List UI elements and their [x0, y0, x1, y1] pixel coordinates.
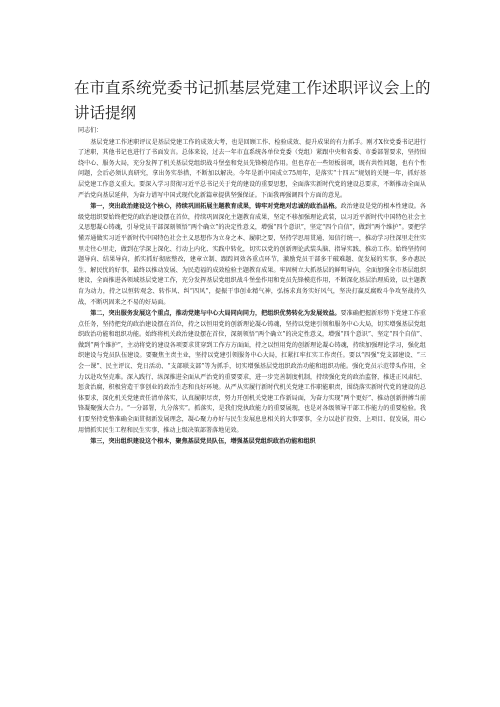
document-title: 在市直系统党委书记抓基层党建工作述职评议会上的讲话提纲: [74, 79, 431, 122]
paragraph-text: 基层党建工作述职评议是基层党建工作的成效大考，也是回顾工作、检验成效、提升成果的有力抓手。刚才X位党委书记进行了述职，其他书记也进行了书面发言。总体来说，过去一年市直系统各单位党委（党组）紧跟中央和省委、市委部署要求，坚持围绕中心、服务大局，充分发挥了机关基层党组织战斗堡垒和党员先锋模范作用。但也存在一些短板弱项，既有共性问题，也有个性问题，会后必须认真研究，拿出务实举措，不断加以解决。今年是新中国成立75周年，是落实“十四五”规划的关键一年，抓好基层党建工作意义重大。要深入学习贯彻习近平总书记关于党的建设的重要思想，全面落实新时代党的建设总要求，不断推动全面从严治党向基层延伸，为奋力谱写中国式现代化新篇章提供坚强保证。下面我再强调四个方面的意见。: [78, 138, 426, 199]
paragraph-third-point: [78, 437, 426, 448]
paragraph-text: 要准确把握新形势下党建工作重点任务，坚持把党的政治建设摆在首位，持之以恒用党的创新理论凝心铸魂，坚持以党建引领和服务中心大局，切实增强基层党组织政治功能和组织功能。始终将机关政治建设摆在首位，深刻领悟“两个确立”的决定性意义，增强“四个意识”、坚定“四个自信”、做到“两个维护”，主动将党的建设各项要求贯穿到工作方方面面，持之以恒用党的创新理论凝心铸魂，持续加强理论学习，强化组织建设与党员队伍建设。要聚焦主责主业，坚持以党建引领服务中心大局，扛紧扛牢扛实工作责任。要以“四强”党支部建设、“三会一课”、民主评议、党日活动、“支部联支部”等为抓手，切实增强基层党组织政治功能和组织功能。强化党员示范带头作用，全力以赴攻坚克难。深入践行、纵深推进全面从严治党的重要要求，进一步完善制度机制，持续强化党的政治监督，推进正风肃纪、惩贪治腐，积极营造干事创业的政治生态和良好环境。从严从实履行新时代机关党建工作职能职责，围绕落实新时代党的建设的总体要求，深化机关党建责任清单落实，认真履职尽责，努力开创机关党建工作新局面，为奋力实现“两个更好”、推动创新拼搏当前锋凝聚强大合力。“一分部署，九分落实”。抓落实，是我们党执政能力的重要展现，也是对各级领导干部工作能力的重要检验。我们要坚持党整准确全面贯彻新发展理念，凝心聚力办好与民生发展息息相关的大事要事，全力以赴扩投资、上项目、促发展，用心用情抓实民生工程和民生实事，推动上级决策部署落地见效。: [78, 310, 427, 434]
paragraph-intro: [78, 138, 426, 202]
paragraph-text: 政治建设是党的根本性建设。各级党组织要始终把党的政治建设摆在首位，持续巩固深化主题教育成果，坚定不移加强理论武装，以习近平新时代中国特色社会主义思想凝心铸魂，引导党员干部深刻领悟“两个确立”的决定性意义，增强“四个意识”，坚定“四个自信”，做到“两个维护”。要把学懂弄通做实习近平新时代中国特色社会主义思想作为立身之本、履职之要，坚持学思用贯通、知信行统一，推动学习往深里走往实里走往心里走，做到在学深上深化、行动上内化、实践中转化，切实以党的创新理论武装头脑、指导实践、推动工作。始终坚持问题导向、结果导向，抓实抓好彻底整改，建章立制、跟踪问效各重点环节，激励党员干部多干破难题、促发展的实事，多办惠民生、解民忧的好事，最终以推动发展、为民造福的成效检验主题教育成果。牢固树立大抓基层的鲜明导向，全面加强全市基层组织建设，全面推进各领域基层党建工作，充分发挥基层党组织战斗堡垒作用和党员先锋模范作用，不断深化基层治理质效，以主题教育为动力，持之以恒转观念、转作风、纠“四风”，提振干事创业精气神，弘扬求真务实好风气，坚决打赢反腐败斗争攻坚战持久战，不断巩固来之不易的好局面。: [78, 203, 427, 306]
paragraph-heading: 第一，突出政治建设这个核心，持续巩固拓展主题教育成果，铸牢对党绝对忠诚的政治品格。: [90, 203, 341, 211]
paragraph-second-point: [78, 309, 426, 436]
salutation: 同志们：: [78, 127, 103, 134]
paragraph-first-point: [78, 202, 426, 308]
document-body: [78, 126, 426, 449]
paragraph-heading: 第三，突出组织建设这个根本，聚焦基层党员队伍，增强基层党组织政治功能和组织: [90, 438, 316, 446]
paragraph-heading: 第二，突出服务发展这个重点，推动党建与中心大局同向同力，把组织优势转化为发展效益。: [90, 310, 341, 318]
